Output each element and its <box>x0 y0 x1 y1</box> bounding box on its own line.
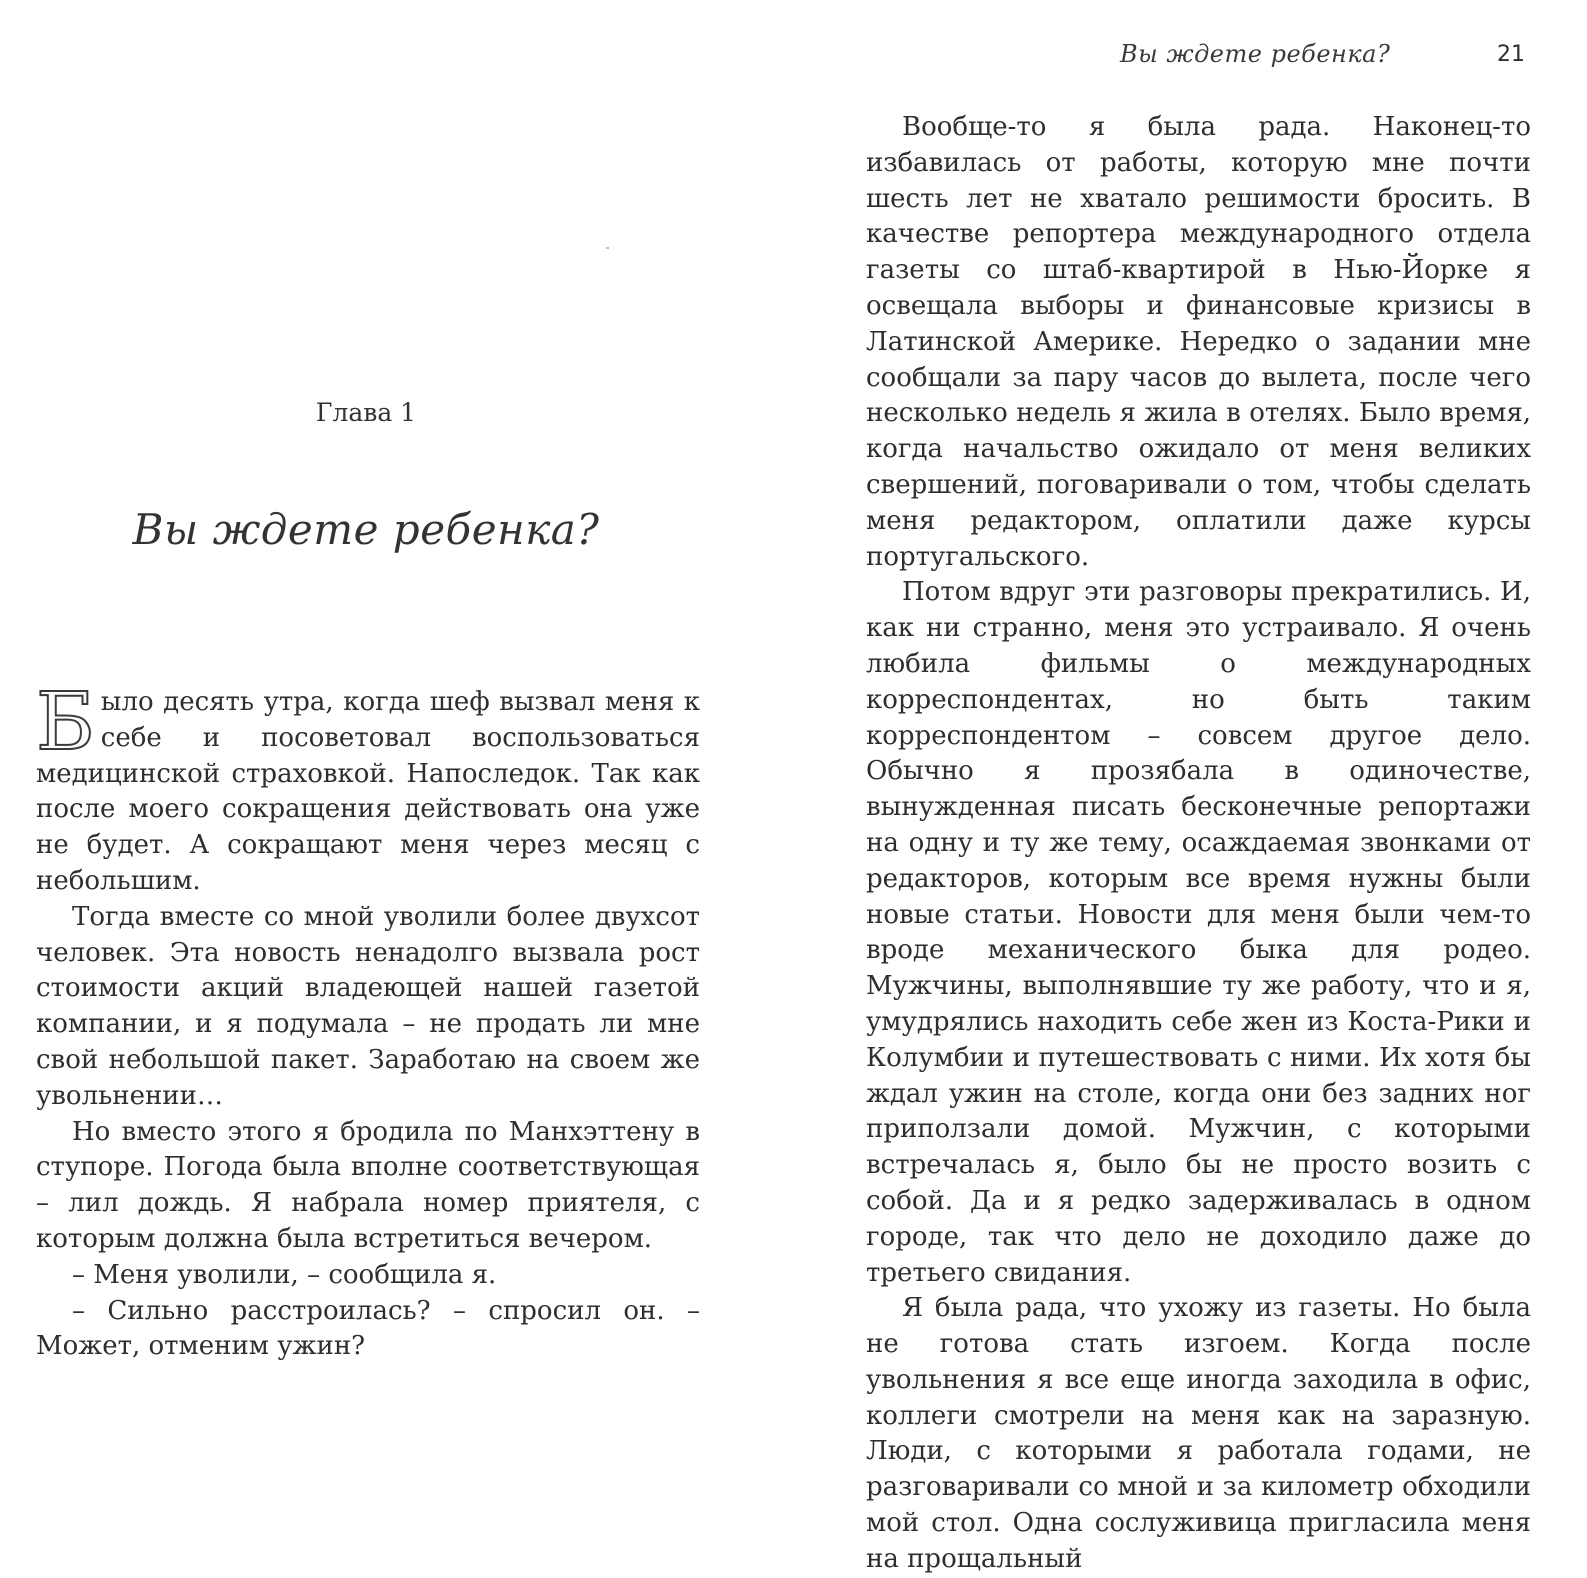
running-head: Вы ждете ребенка? <box>1120 40 1391 68</box>
chapter-label: Глава 1 <box>315 398 417 427</box>
first-paragraph <box>36 675 700 900</box>
paragraph: Потом вдруг эти разговоры прекратились. И, как ни странно, меня это устраивало. Я очень любила фильмы о международных корреспондентах, но быть таким корреспондентом – совсем другое дело. Обычно я прозябала в одиночестве, вынужденная писать бесконечные репортажи на одну и ту же тему, осаждаемая звонками от редакторов, которым все время нужны были новые статьи. Новости для меня были чем-то вроде механического быка для родео. Мужчины, выполнявшие ту же работу, что и я, умудрялись находить себе жен из Коста-Рики и Колумбии и путешествовать с ними. Их хотя бы ждал ужин на столе, когда они без задних ног приползали домой. Мужчин, с которыми встречалась я, было бы не просто возить с собой. Да и я редко задерживалась в одном городе, так что дело не доходило даже до третьего свидания. <box>866 577 1531 1288</box>
drop-cap: Б <box>36 675 95 768</box>
decor-dot <box>606 247 609 249</box>
left-page <box>0 0 780 1362</box>
dialogue-line: – Сильно расстроилась? – спросил он. – Может, отменим ужин? <box>36 1295 700 1362</box>
paragraph: Но вместо этого я бродила по Манхэттену в ступоре. Погода была вполне соответствующая – лил дождь. Я набрала номер приятеля, с которым должна была встретиться вечером. <box>36 1116 700 1254</box>
left-body-text <box>36 675 700 1365</box>
page-number: 21 <box>1497 42 1525 67</box>
paragraph: Тогда вместе со мной уволили более двухсот человек. Эта новость ненадолго вызвала рост стоимости акций владеющей нашей газетой компании, и я подумала – не продать ли мне свой небольшой пакет. Заработаю на своем же увольнении… <box>36 901 700 1111</box>
right-page <box>780 0 1587 1574</box>
paragraph: Я была рада, что ухожу из газеты. Но была не готова стать изгоем. Когда после увольнения я все еще иногда заходила в офис, коллеги смотрели на меня как на заразную. Люди, с которыми я работала годами, не разговаривали со мной и за километр обходили мой стол. Одна сослуживица пригласила меня на прощальный <box>866 1293 1531 1574</box>
right-body-text <box>866 110 1531 1578</box>
paragraph: Вообще-то я была рада. Наконец-то избавилась от работы, которую мне почти шесть лет не хватало решимости бросить. В качестве репортера международного отдела газеты со штаб-квартирой в Нью-Йорке я освещала выборы и финансовые кризисы в Латинской Америке. Нередко о задании мне сообщали за пару часов до вылета, после чего несколько недель я жила в отелях. Было время, когда начальство ожидало от меня великих свершений, поговаривали о том, чтобы сделать меня редактором, оплатили даже курсы португальского. <box>866 112 1531 572</box>
first-paragraph-text: ыло десять утра, когда шеф вызвал меня к себе и посоветовал воспользоваться медицинской страховкой. Напоследок. Так как после моего сокращения действовать она уже не будет. А сокращают меня через месяц с небольшим. <box>36 687 700 896</box>
dialogue-line: – Меня уволили, – сообщила я. <box>72 1259 497 1290</box>
chapter-title: Вы ждете ребенка? <box>132 505 600 554</box>
